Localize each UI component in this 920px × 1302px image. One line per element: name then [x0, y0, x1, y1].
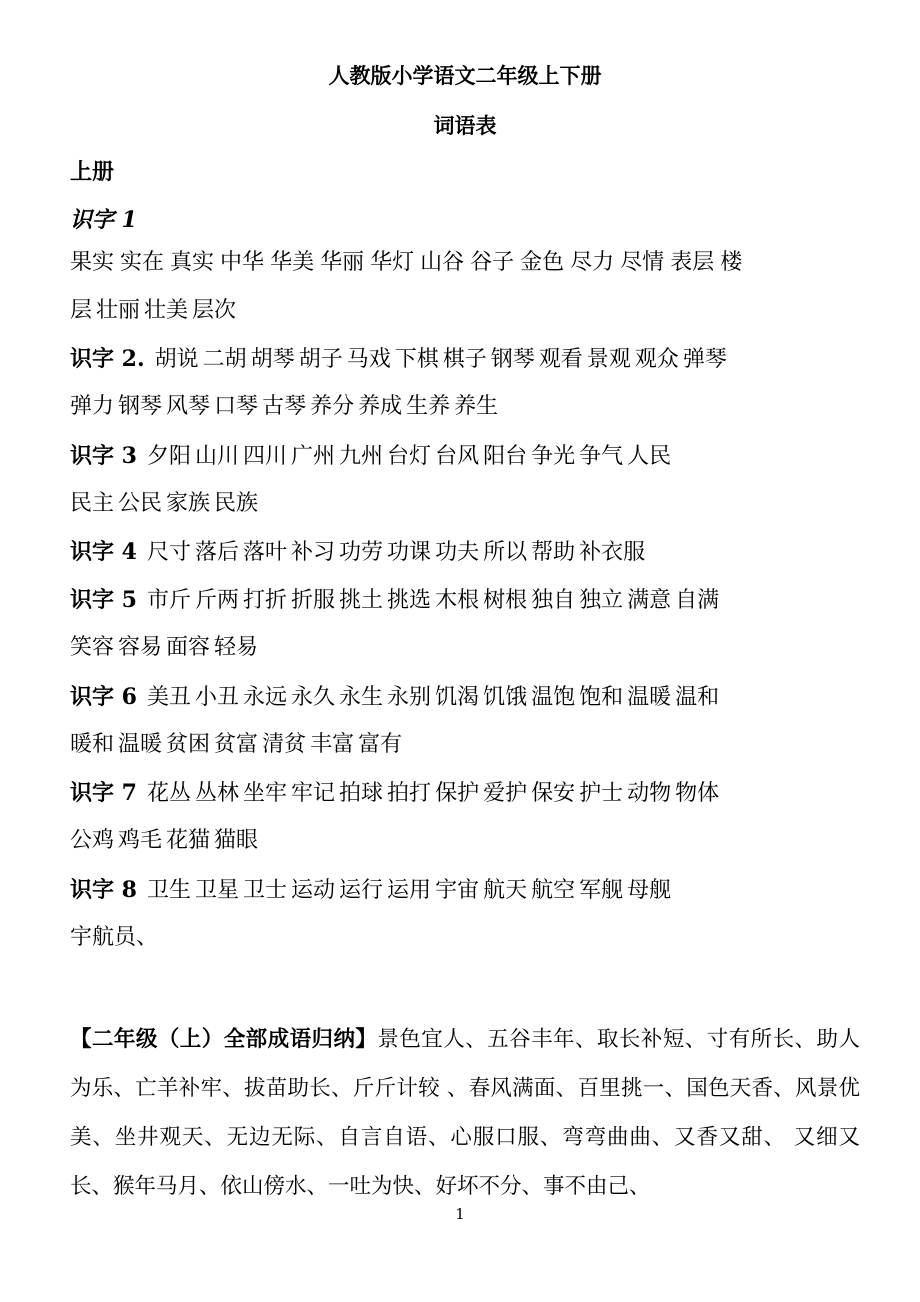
vocabulary-word: 鸡毛 — [118, 828, 163, 853]
vocabulary-word: 棋子 — [442, 347, 487, 372]
vocabulary-word: 温暖 — [627, 685, 672, 710]
vocabulary-word: 满意 — [627, 588, 672, 613]
vocabulary-word: 口琴 — [214, 394, 259, 419]
word-line — [70, 875, 675, 906]
vocabulary-word: 钢琴 — [490, 347, 535, 372]
vocabulary-word: 功劳 — [339, 540, 384, 565]
vocabulary-word: 落后 — [194, 540, 239, 565]
idiom-text: 景色宜人、五谷丰年、取长补短、寸有所长、助人为乐、亡羊补牢、拔苗助长、斤斤计较 、春风满面、百里挑一、国色天香、风景优美、坐井观天、无边无际、自言自语、心服口服、弯弯曲曲、又香又甜、 又细又长、猴年马月、依山傍水、一吐为快、好坏不分、事不由己、 — [70, 1027, 860, 1199]
word-line — [70, 392, 502, 422]
vocabulary-word: 饥饿 — [483, 685, 528, 710]
vocabulary-word: 实在 — [120, 250, 165, 275]
vocabulary-word: 谷子 — [470, 250, 515, 275]
vocabulary-word: 木根 — [435, 588, 480, 613]
vocabulary-word: 山川 — [194, 444, 239, 469]
vocabulary-word: 富有 — [358, 732, 403, 757]
vocabulary-word: 美丑 — [146, 685, 191, 710]
word-line — [70, 826, 262, 856]
vocabulary-word: 永远 — [243, 685, 288, 710]
vocabulary-word: 打折 — [243, 588, 288, 613]
vocabulary-word: 宇航员、 — [70, 925, 159, 950]
vocabulary-word: 真实 — [170, 250, 215, 275]
vocabulary-word: 航空 — [531, 878, 576, 903]
vocabulary-word: 公民 — [118, 491, 163, 516]
vocabulary-word: 帮助 — [531, 540, 576, 565]
vocabulary-word: 花丛 — [146, 781, 191, 806]
vocabulary-word: 保安 — [531, 781, 576, 806]
vocabulary-word: 争气 — [579, 444, 624, 469]
document-title: 人教版小学语文二年级上下册 — [328, 63, 602, 88]
vocabulary-word: 表层 — [670, 250, 715, 275]
idiom-heading: 【二年级（上）全部成语归纳】 — [70, 1027, 378, 1052]
vocabulary-word: 卫星 — [194, 878, 239, 903]
lesson-label: 识字 6 — [70, 684, 137, 710]
vocabulary-word: 功夫 — [435, 540, 480, 565]
vocabulary-word: 市斤 — [146, 588, 191, 613]
vocabulary-word: 饥渴 — [435, 685, 480, 710]
vocabulary-word: 猫眼 — [214, 828, 259, 853]
word-line — [70, 923, 162, 953]
vocabulary-word: 广州 — [291, 444, 336, 469]
vocabulary-word: 弹琴 — [682, 347, 727, 372]
vocabulary-word: 保护 — [435, 781, 480, 806]
vocabulary-word: 山谷 — [420, 250, 465, 275]
vocabulary-word: 争光 — [531, 444, 576, 469]
vocabulary-word: 层次 — [192, 298, 237, 323]
vocabulary-word: 永生 — [339, 685, 384, 710]
vocabulary-word: 胡说 — [154, 347, 199, 372]
vocabulary-word: 拍球 — [339, 781, 384, 806]
vocabulary-word: 胡子 — [298, 347, 343, 372]
word-line — [70, 682, 723, 713]
vocabulary-word: 卫生 — [146, 878, 191, 903]
vocabulary-word: 母舰 — [627, 878, 672, 903]
vocabulary-word: 所以 — [483, 540, 528, 565]
vocabulary-word: 落叶 — [243, 540, 288, 565]
vocabulary-word: 景观 — [586, 347, 631, 372]
vocabulary-word: 民主 — [70, 491, 115, 516]
vocabulary-word: 温暖 — [118, 732, 163, 757]
vocabulary-word: 生养 — [406, 394, 451, 419]
vocabulary-word: 公鸡 — [70, 828, 115, 853]
lesson-label: 识字 4 — [70, 539, 137, 565]
word-line — [70, 344, 731, 375]
vocabulary-word: 功课 — [387, 540, 432, 565]
vocabulary-word: 华美 — [270, 250, 315, 275]
vocabulary-word: 壮丽 — [96, 298, 141, 323]
lesson-label: 识字 3 — [70, 443, 137, 469]
vocabulary-word: 容易 — [118, 635, 163, 660]
page-number: 1 — [455, 1205, 465, 1223]
vocabulary-word: 挑土 — [339, 588, 384, 613]
vocabulary-word: 运动 — [291, 878, 336, 903]
vocabulary-word: 阳台 — [483, 444, 528, 469]
vocabulary-word: 层 — [70, 298, 93, 323]
vocabulary-word: 人民 — [627, 444, 672, 469]
word-line — [70, 778, 723, 809]
vocabulary-word: 古琴 — [262, 394, 307, 419]
vocabulary-word: 贫富 — [214, 732, 259, 757]
vocabulary-word: 航天 — [483, 878, 528, 903]
vocabulary-word: 夕阳 — [146, 444, 191, 469]
vocabulary-word: 独自 — [531, 588, 576, 613]
section-heading: 上册 — [70, 159, 115, 185]
vocabulary-word: 九州 — [339, 444, 384, 469]
vocabulary-word: 自满 — [675, 588, 720, 613]
vocabulary-word: 动物 — [627, 781, 672, 806]
vocabulary-word: 花猫 — [166, 828, 211, 853]
vocabulary-word: 养成 — [358, 394, 403, 419]
lesson-label: 识字 2. — [70, 346, 145, 372]
vocabulary-word: 爱护 — [483, 781, 528, 806]
vocabulary-word: 护士 — [579, 781, 624, 806]
vocabulary-word: 尽情 — [620, 250, 665, 275]
vocabulary-word: 下棋 — [394, 347, 439, 372]
vocabulary-word: 胡琴 — [250, 347, 295, 372]
word-line — [70, 248, 748, 278]
vocabulary-word: 果实 — [70, 250, 115, 275]
vocabulary-word: 运用 — [387, 878, 432, 903]
vocabulary-word: 台灯 — [387, 444, 432, 469]
vocabulary-word: 永久 — [291, 685, 336, 710]
vocabulary-word: 温和 — [675, 685, 720, 710]
vocabulary-word: 丛林 — [194, 781, 239, 806]
vocabulary-word: 观众 — [634, 347, 679, 372]
vocabulary-word: 永别 — [387, 685, 432, 710]
vocabulary-word: 补习 — [291, 540, 336, 565]
vocabulary-word: 风琴 — [166, 394, 211, 419]
vocabulary-word: 养生 — [454, 394, 499, 419]
word-line — [70, 633, 262, 663]
vocabulary-word: 卫士 — [243, 878, 288, 903]
vocabulary-word: 坐牢 — [243, 781, 288, 806]
vocabulary-word: 物体 — [675, 781, 720, 806]
vocabulary-word: 补衣服 — [579, 540, 646, 565]
vocabulary-word: 中华 — [220, 250, 265, 275]
vocabulary-word: 观看 — [538, 347, 583, 372]
word-line — [70, 489, 262, 519]
vocabulary-word: 拍打 — [387, 781, 432, 806]
vocabulary-word: 金色 — [520, 250, 565, 275]
lesson-label: 识字 5 — [70, 587, 137, 613]
vocabulary-word: 华丽 — [320, 250, 365, 275]
vocabulary-word: 家族 — [166, 491, 211, 516]
document-subtitle: 词语表 — [433, 113, 497, 138]
lesson-label: 识字 8 — [70, 877, 137, 903]
vocabulary-word: 华灯 — [370, 250, 415, 275]
word-line — [70, 730, 406, 760]
vocabulary-word: 斤两 — [194, 588, 239, 613]
vocabulary-word: 牢记 — [291, 781, 336, 806]
vocabulary-word: 小丑 — [194, 685, 239, 710]
vocabulary-word: 温饱 — [531, 685, 576, 710]
vocabulary-word: 四川 — [243, 444, 288, 469]
word-line — [70, 296, 240, 326]
vocabulary-word: 独立 — [579, 588, 624, 613]
vocabulary-word: 暖和 — [70, 732, 115, 757]
vocabulary-word: 宇宙 — [435, 878, 480, 903]
word-line — [70, 537, 649, 568]
vocabulary-word: 轻易 — [214, 635, 259, 660]
vocabulary-word: 军舰 — [579, 878, 624, 903]
vocabulary-word: 台风 — [435, 444, 480, 469]
vocabulary-word: 运行 — [339, 878, 384, 903]
vocabulary-word: 民族 — [214, 491, 259, 516]
word-line — [70, 441, 675, 472]
vocabulary-word: 钢琴 — [118, 394, 163, 419]
vocabulary-word: 壮美 — [144, 298, 189, 323]
idiom-paragraph — [70, 1015, 860, 1211]
vocabulary-word: 树根 — [483, 588, 528, 613]
vocabulary-word: 弹力 — [70, 394, 115, 419]
vocabulary-word: 尽力 — [570, 250, 615, 275]
vocabulary-word: 马戏 — [346, 347, 391, 372]
vocabulary-word: 挑选 — [387, 588, 432, 613]
vocabulary-word: 二胡 — [202, 347, 247, 372]
vocabulary-word: 楼 — [720, 250, 743, 275]
vocabulary-word: 尺寸 — [146, 540, 191, 565]
vocabulary-word: 贫困 — [166, 732, 211, 757]
lesson-heading: 识字 1 — [70, 207, 137, 233]
vocabulary-word: 养分 — [310, 394, 355, 419]
vocabulary-word: 折服 — [291, 588, 336, 613]
vocabulary-word: 丰富 — [310, 732, 355, 757]
vocabulary-word: 面容 — [166, 635, 211, 660]
lesson-label: 识字 7 — [70, 780, 137, 806]
vocabulary-word: 饱和 — [579, 685, 624, 710]
vocabulary-word: 笑容 — [70, 635, 115, 660]
vocabulary-word: 清贫 — [262, 732, 307, 757]
word-line — [70, 585, 723, 616]
